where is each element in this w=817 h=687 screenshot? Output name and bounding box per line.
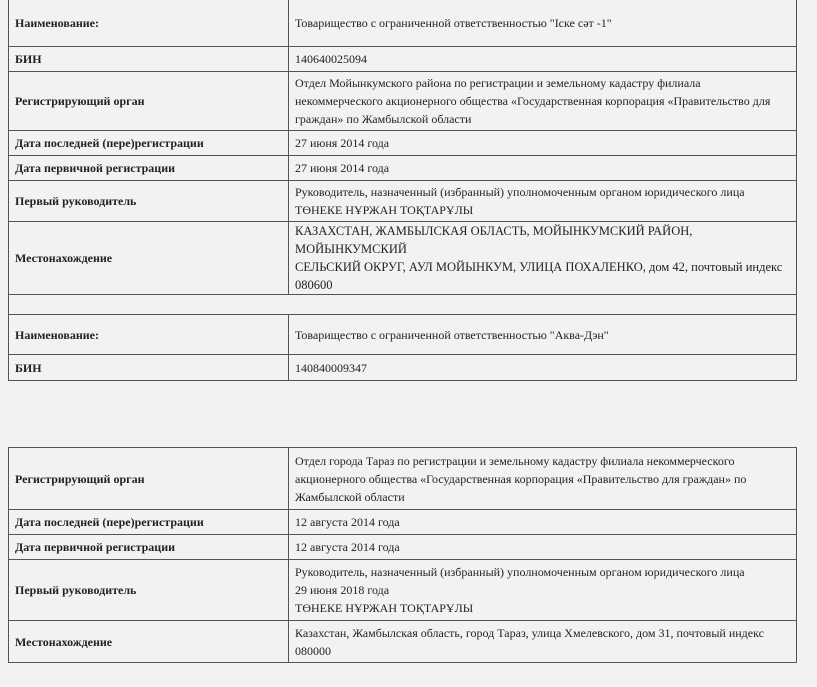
location-line: 080000	[295, 643, 331, 658]
first-reg-value: 12 августа 2014 года	[289, 535, 797, 560]
location-label: Местонахождение	[9, 222, 289, 295]
reg-body-line: Отдел Мойынкумского района по регистрации и земельному кадастру филиала	[295, 76, 701, 90]
table-row	[9, 222, 797, 295]
name-value: Товарищество с ограниченной ответственностью "Іске сәт -1"	[289, 0, 797, 47]
reg-body-line: Жамбылской области	[295, 489, 405, 504]
reg-body-line: граждан» по Жамбылской области	[295, 112, 472, 126]
company-info-table-1	[8, 0, 797, 381]
table-row	[9, 448, 797, 510]
last-reg-value: 12 августа 2014 года	[289, 510, 797, 535]
reg-body-line: некоммерческого акционерного общества «Государственная корпорация «Правительство для	[295, 94, 771, 108]
name-value: Товарищество с ограниченной ответственностью "Аква-Дэн"	[289, 315, 797, 355]
last-reg-label: Дата последней (пере)регистрации	[9, 510, 289, 535]
table-row	[9, 621, 797, 663]
reg-body-line: Отдел города Тараз по регистрации и земельному кадастру филиала некоммерческого	[295, 453, 735, 468]
head-line: Руководитель, назначенный (избранный) уполномоченным органом юридического лица	[295, 565, 745, 579]
head-value	[289, 181, 797, 222]
head-value	[289, 560, 797, 621]
reg-body-value	[289, 72, 797, 131]
location-label: Местонахождение	[9, 621, 289, 663]
table-row	[9, 355, 797, 381]
location-line: КАЗАХСТАН, ЖАМБЫЛСКАЯ ОБЛАСТЬ, МОЙЫНКУМСКИЙ РАЙОН, МОЙЫНКУМСКИЙ	[295, 224, 693, 256]
bin-value: 140840009347	[289, 355, 797, 381]
table-row	[9, 181, 797, 222]
head-line: ТӨНЕКЕ НҰРЖАН ТОҚТАРҰЛЫ	[295, 203, 474, 217]
location-line: Казахстан, Жамбылская область, город Тараз, улица Хмелевского, дом 31, почтовый индекс	[295, 625, 764, 640]
table-row	[9, 131, 797, 156]
head-line: Руководитель, назначенный (избранный) уполномоченным органом юридического лица	[295, 185, 745, 199]
first-reg-label: Дата первичной регистрации	[9, 156, 289, 181]
location-line: 080600	[295, 278, 333, 292]
name-label: Наименование:	[9, 0, 289, 47]
separator-row	[9, 295, 797, 315]
table-row	[9, 72, 797, 131]
head-label: Первый руководитель	[9, 181, 289, 222]
location-value	[289, 222, 797, 295]
company-info-table-2	[8, 447, 797, 663]
head-label: Первый руководитель	[9, 560, 289, 621]
reg-body-label: Регистрирующий орган	[9, 448, 289, 510]
name-label: Наименование:	[9, 315, 289, 355]
bin-label: БИН	[9, 47, 289, 72]
first-reg-value: 27 июня 2014 года	[289, 156, 797, 181]
bin-label: БИН	[9, 355, 289, 381]
location-value	[289, 621, 797, 663]
table-row	[9, 315, 797, 355]
last-reg-value: 27 июня 2014 года	[289, 131, 797, 156]
table-row	[9, 47, 797, 72]
first-reg-label: Дата первичной регистрации	[9, 535, 289, 560]
reg-body-label: Регистрирующий орган	[9, 72, 289, 131]
table-row	[9, 0, 797, 47]
reg-body-line: акционерного общества «Государственная корпорация «Правительство для граждан» по	[295, 471, 747, 486]
reg-body-value	[289, 448, 797, 510]
head-line: 29 июня 2018 года	[295, 583, 390, 597]
last-reg-label: Дата последней (пере)регистрации	[9, 131, 289, 156]
bin-value: 140640025094	[289, 47, 797, 72]
separator-cell	[9, 295, 797, 315]
location-line: СЕЛЬСКИЙ ОКРУГ, АУЛ МОЙЫНКУМ, УЛИЦА ПОХАЛЕНКО, дом 42, почтовый индекс	[295, 260, 783, 274]
table-row	[9, 156, 797, 181]
table-row	[9, 535, 797, 560]
table-row	[9, 510, 797, 535]
head-line: ТӨНЕКЕ НҰРЖАН ТОҚТАРҰЛЫ	[295, 601, 474, 615]
table-row	[9, 560, 797, 621]
